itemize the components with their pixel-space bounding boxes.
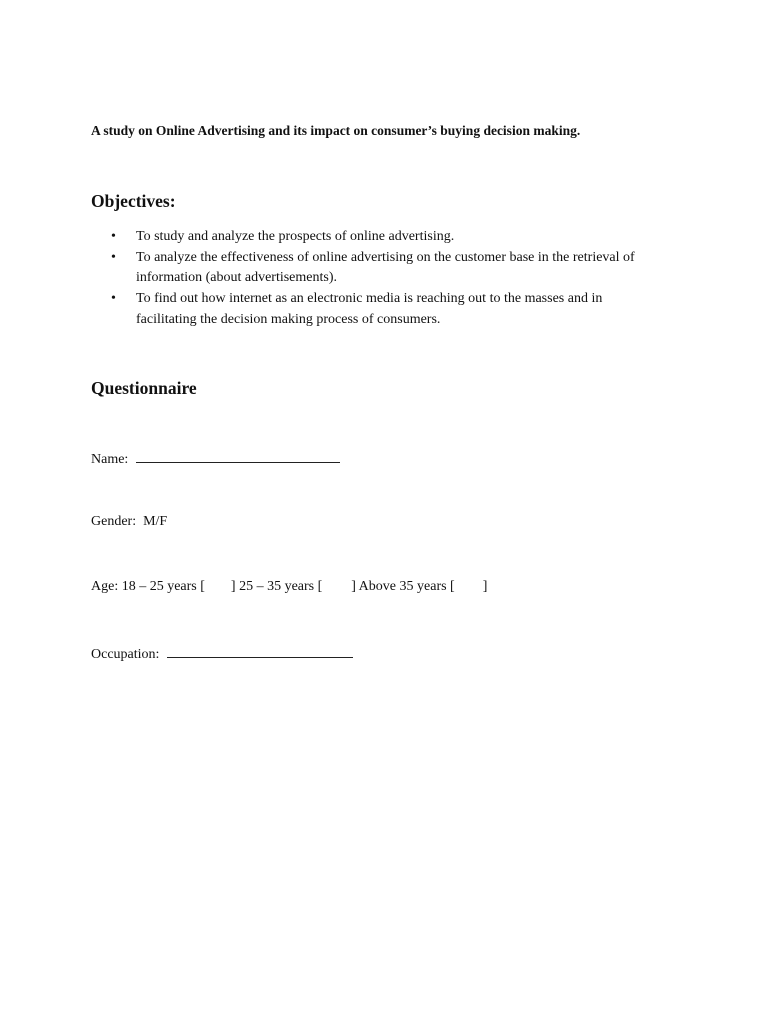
bullet-icon: • <box>111 291 116 307</box>
objective-item <box>108 227 708 248</box>
objectives-list <box>108 227 708 331</box>
bullet-icon: • <box>111 229 116 244</box>
age-option-above-35: ] Above 35 years [ <box>351 579 455 594</box>
age-bracket-close: ] <box>482 579 488 594</box>
objective-item <box>108 289 708 330</box>
objective-line: information (about advertisements). <box>136 270 337 286</box>
objective-line: To analyze the effectiveness of online advertising on the customer base in the retrieval of <box>136 249 635 265</box>
gender-row <box>91 514 167 530</box>
gender-value: M/F <box>143 514 168 529</box>
objective-line: facilitating the decision making process of consumers. <box>136 311 441 327</box>
age-option-25-35: ] 25 – 35 years [ <box>230 579 323 594</box>
occupation-label: Occupation: <box>91 647 160 662</box>
age-row <box>91 579 487 595</box>
age-label: Age: <box>91 579 119 594</box>
document-title: A study on Online Advertising and its impact on consumer’s buying decision making. <box>91 123 581 138</box>
occupation-row <box>91 644 353 663</box>
objective-line: To study and analyze the prospects of online advertising. <box>136 229 455 244</box>
age-option-18-25: 18 – 25 years [ <box>121 579 205 594</box>
objective-line: To find out how internet as an electronic media is reaching out to the masses and in <box>136 291 603 307</box>
bullet-icon: • <box>111 249 116 265</box>
name-label: Name: <box>91 452 129 467</box>
gender-label: Gender: <box>91 514 137 529</box>
name-row <box>91 449 340 468</box>
objective-item <box>108 248 708 289</box>
name-blank-line[interactable] <box>136 449 340 463</box>
objectives-heading: Objectives: <box>91 191 176 211</box>
questionnaire-heading: Questionnaire <box>91 378 197 398</box>
occupation-blank-line[interactable] <box>167 644 353 658</box>
